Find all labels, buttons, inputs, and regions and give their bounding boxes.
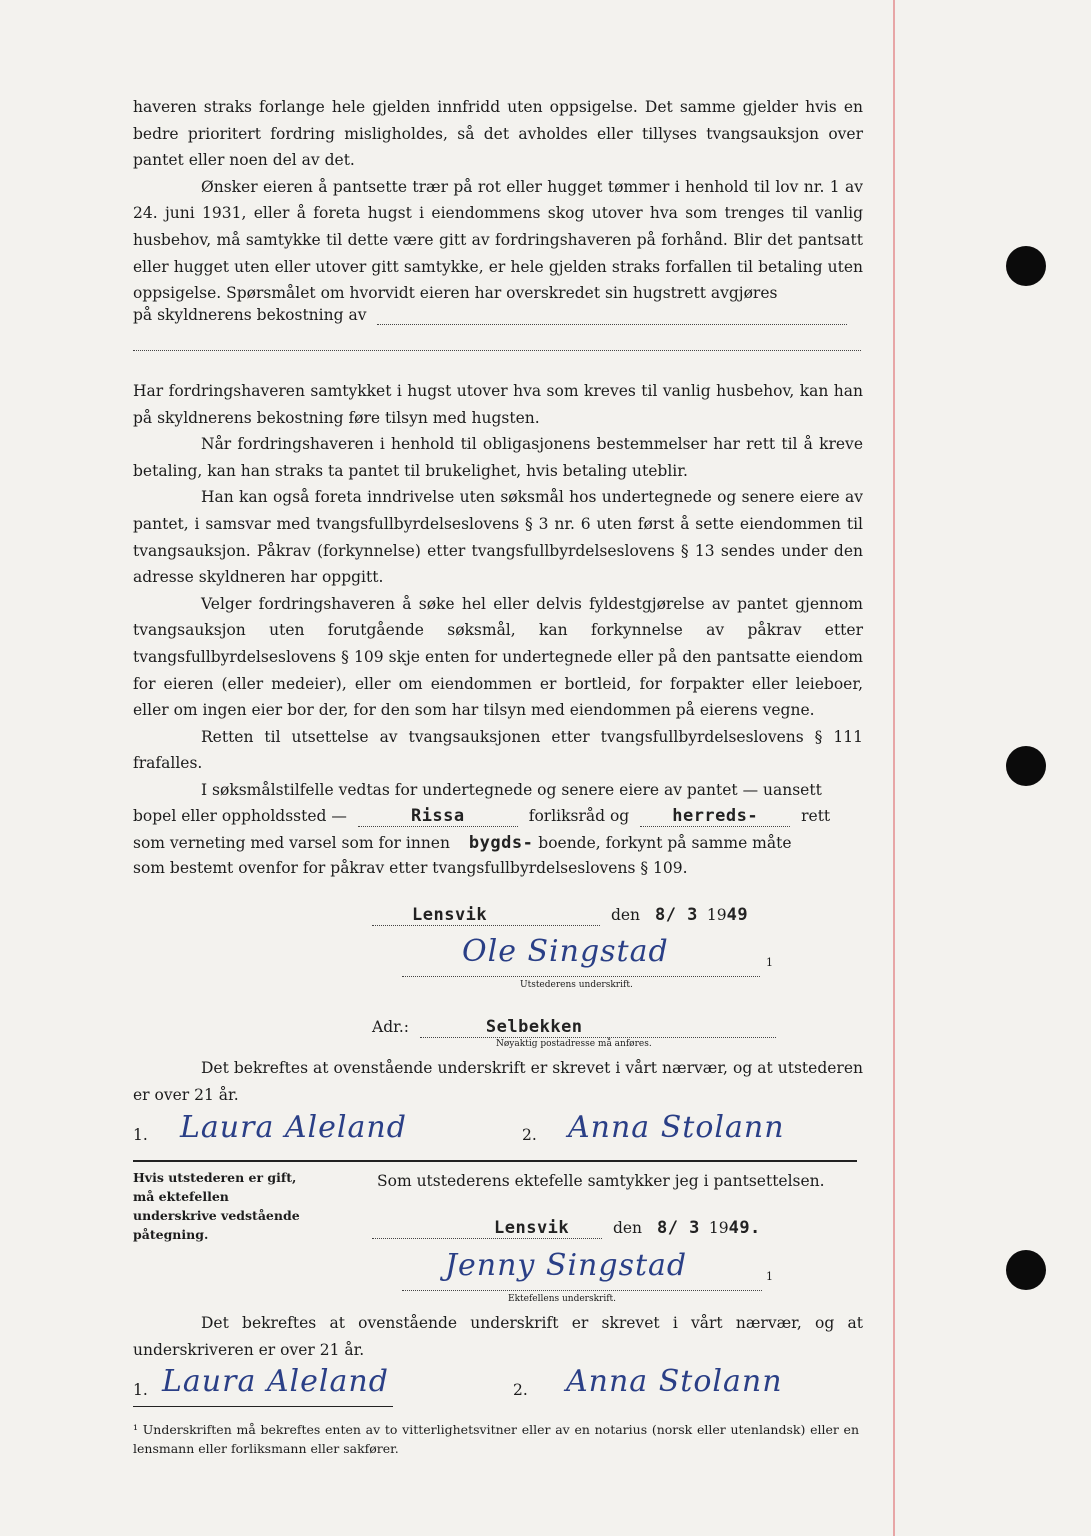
witness-number: 2. — [522, 1126, 537, 1144]
paragraph: I søksmålstilfelle vedtas for undertegnede og senere eiere av pantet — uansett — [201, 780, 822, 799]
date: 8/ 3 — [654, 905, 698, 925]
witness-signature: Anna Stolann — [566, 1364, 783, 1399]
venue-text: rett — [801, 807, 831, 825]
venue-line-1 — [133, 806, 830, 827]
footnote-marker: 1 — [766, 956, 773, 969]
witness-statement-2 — [133, 1310, 863, 1363]
year-prefix: 19 — [708, 1219, 729, 1237]
blank-line — [133, 350, 861, 351]
signature-caption: Ektefellens underskrift. — [508, 1294, 617, 1304]
footnote-marker: 1 — [766, 1270, 773, 1283]
side-note: Hvis utstederen er gift, må ektefellen underskrive vedstående påtegning. — [133, 1170, 300, 1242]
binder-hole — [1006, 1250, 1046, 1290]
venue-line-3 — [133, 859, 688, 877]
address-line — [372, 1017, 776, 1038]
expense-line — [133, 306, 847, 325]
paragraph: Det bekreftes at ovenstående underskrift er skrevet i vårt nærvær, og at underskriveren er over 21 år. — [133, 1314, 863, 1359]
witness-signature: Anna Stolann — [568, 1110, 785, 1145]
signature-line — [402, 976, 760, 977]
footnote-rule — [133, 1406, 393, 1407]
paragraph: Ønsker eieren å pantsette trær på rot eller hugget tømmer i henhold til lov nr. 1 av 24. juni 1931, eller å foreta hugst i eiendommens skog utover hva som trenges til vanlig husbehov, må samtykke til dette være gitt av fordringshaveren på forhånd. Blir det pantsatt eller hugget uten eller utover gitt samtykke, er hele gjelden straks forfallen til betaling uten oppsigelse. Spørsmålet om hvorvidt eieren har overskredet sin hugstrett avgjøres — [133, 177, 863, 303]
court-name: Rissa — [410, 806, 465, 826]
year-prefix: 19 — [706, 906, 727, 924]
place: Lensvik — [494, 1218, 570, 1238]
expense-label: på skyldnerens bekostning av — [133, 306, 367, 324]
den-label: den — [610, 906, 641, 924]
spouse-date-line — [372, 1218, 761, 1239]
footnote: ¹ Underskriften må bekreftes enten av to vitterlighetsvitner eller av en notarius (norsk eller utenlandsk) eller en lensmann eller forliksmann eller sakfører. — [133, 1422, 859, 1456]
spouse-consent: Som utstederens ektefelle samtykker jeg i pantsettelsen. — [377, 1172, 825, 1190]
year: 49 — [726, 905, 749, 925]
court-type: herreds- — [672, 806, 759, 826]
binder-hole — [1006, 746, 1046, 786]
witness-signature: Laura Aleland — [180, 1110, 407, 1145]
place-field — [372, 905, 600, 926]
paragraph: haveren straks forlange hele gjelden innfridd uten oppsigelse. Det samme gjelder hvis en bedre prioritert fordring misligholdes, så det avholdes eller tillyses tvangsauksjon over pantet eller noen del av det. — [133, 98, 863, 170]
venue-text: forliksråd og — [528, 807, 630, 825]
den-label: den — [612, 1219, 643, 1237]
paragraph: Når fordringshaveren i henhold til obligasjonens bestemmelser har rett til å kreve betaling, kan han straks ta pantet til brukelighet, hvis betaling uteblir. — [133, 435, 863, 480]
issuer-signature: Ole Singstad — [462, 934, 669, 969]
witness-number: 1. — [133, 1126, 148, 1144]
year: 49. — [728, 1218, 761, 1238]
date: 8/ 3 — [656, 1218, 700, 1238]
venue-text: boende, forkynt på samme måte — [538, 834, 792, 852]
paragraph: Han kan også foreta inndrivelse uten søksmål hos undertegnede og senere eiere av pantet, i samsvar med tvangsfullbyrdelseslovens § 3 nr. 6 uten først å sette eiendommen til tvangsauksjon. Påkrav (forkynnelse) etter tvangsfullbyrdelseslovens § 13 sendes under den adresse skyldneren har oppgitt. — [133, 488, 863, 587]
venue-text: som bestemt ovenfor for påkrav etter tvangsfullbyrdelseslovens § 109. — [133, 859, 688, 877]
address-field — [420, 1017, 776, 1038]
signature-caption: Utstederens underskrift. — [520, 980, 633, 990]
witness-number: 2. — [513, 1381, 528, 1399]
witness-number: 1. — [133, 1381, 148, 1399]
witness-signature: Laura Aleland — [162, 1364, 389, 1399]
binder-hole — [1006, 246, 1046, 286]
address: Selbekken — [485, 1017, 583, 1037]
paragraph: Retten til utsettelse av tvangsauksjonen etter tvangsfullbyrdelseslovens § 111 frafalles. — [133, 727, 863, 773]
venue-text: som verneting med varsel som for innen — [133, 834, 450, 852]
paragraphs-top — [133, 94, 863, 307]
spouse-signature: Jenny Singstad — [445, 1248, 688, 1283]
paragraphs-mid — [133, 378, 863, 804]
court-type-field — [640, 806, 790, 827]
venue-line-2 — [133, 833, 792, 853]
paragraph: Har fordringshaveren samtykket i hugst utover hva som kreves til vanlig husbehov, kan han på skyldnerens bekostning føre tilsyn med hugsten. — [133, 382, 863, 427]
divider — [133, 1160, 857, 1162]
address-caption: Nøyaktig postadresse må anføres. — [496, 1039, 652, 1049]
issuer-date-line — [372, 905, 748, 926]
venue-text: bopel eller oppholdssted — — [133, 807, 347, 825]
margin-rule — [893, 0, 895, 1536]
place-field — [372, 1218, 602, 1239]
paragraph: Velger fordringshaveren å søke hel eller delvis fyldestgjørelse av pantet gjennom tvangsauksjon uten forutgående søksmål, kan forkynnelse av påkrav etter tvangsfullbyrdelseslovens § 109 skje enten for undertegnede eller på den pantsatte eiendom for eieren (eller medeier), eller om eiendommen er bortleid, for forpakter eller leieboer, eller om ingen eier bor der, for den som har tilsyn med eiendommen på eierens vegne. — [133, 594, 863, 720]
court-field — [358, 806, 518, 827]
resident-type: bygds- — [468, 833, 534, 853]
address-label: Adr.: — [372, 1018, 409, 1036]
paragraph: Det bekreftes at ovenstående underskrift er skrevet i vårt nærvær, og at utstederen er over 21 år. — [133, 1059, 863, 1104]
witness-statement-1 — [133, 1055, 863, 1108]
place: Lensvik — [412, 905, 488, 925]
expense-blank — [377, 306, 847, 325]
signature-line — [402, 1290, 762, 1291]
